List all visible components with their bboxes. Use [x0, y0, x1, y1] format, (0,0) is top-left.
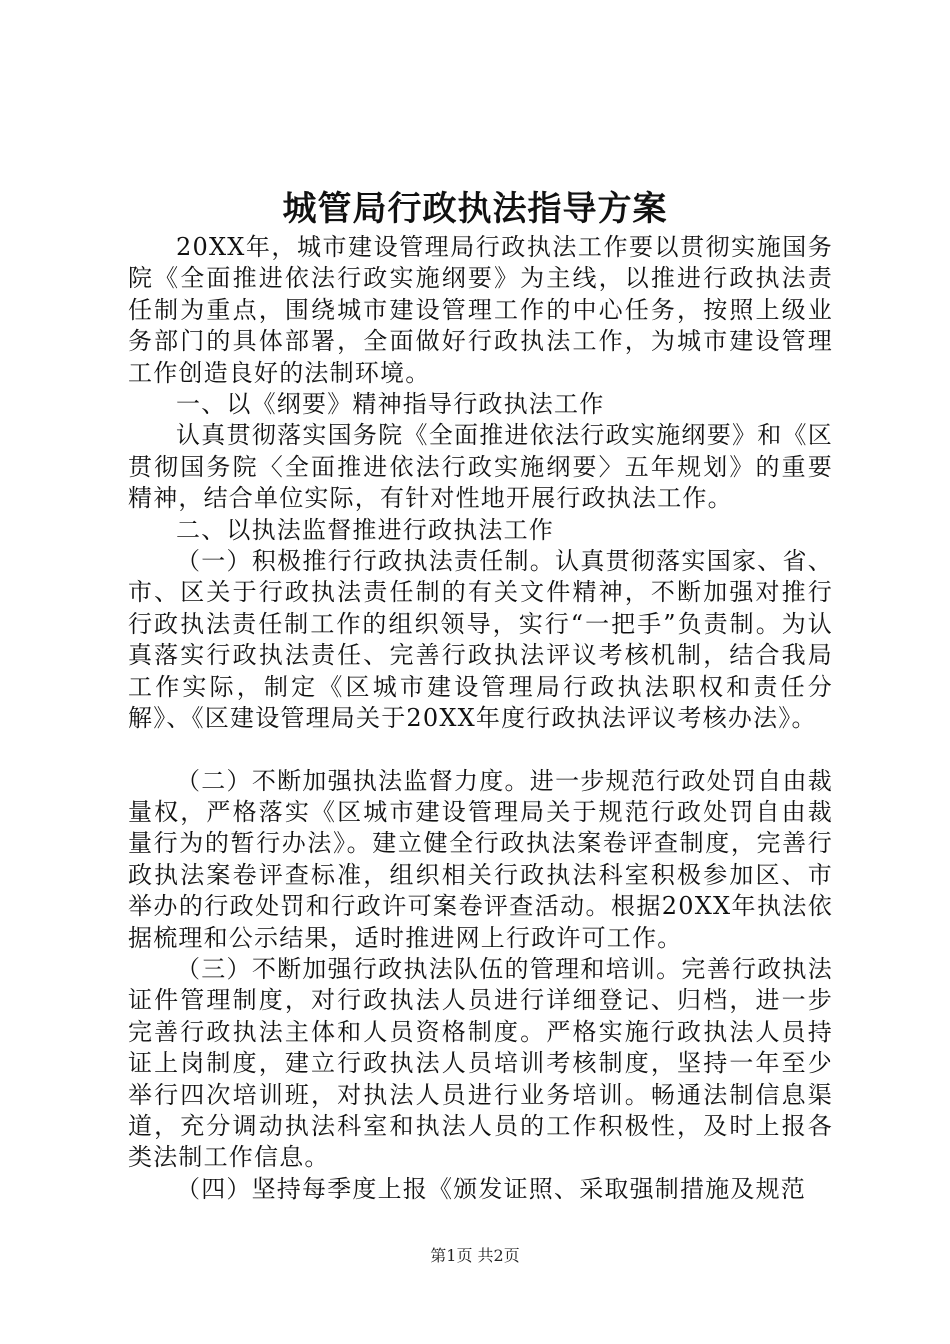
section-heading-2: 二、以执法监督推进行政执法工作 — [176, 515, 554, 544]
section-heading-1: 一、以《纲要》精神指导行政执法工作 — [176, 390, 605, 419]
paragraph-item-4: （四）坚持每季度上报《颁发证照、采取强制措施及规范 — [176, 1174, 806, 1203]
paragraph-section-1: 认真贯彻落实国务院《全面推进依法行政实施纲要》和《区贯彻国务院〈全面推进依法行政实施纲要〉五年规划》的重要精神，结合单位实际，有针对性地开展行政执法工作。 — [128, 421, 833, 513]
document-body — [128, 232, 833, 1205]
page-number-footer: 第1页 共2页 — [430, 1246, 520, 1265]
paragraph-item-3: （三）不断加强行政执法队伍的管理和培训。完善行政执法证件管理制度，对行政执法人员进行详细登记、归档，进一步完善行政执法主体和人员资格制度。严格实施行政执法人员持证上岗制度，建立行政执法人员培训考核制度，坚持一年至少举行四次培训班，对执法人员进行业务培训。畅通法制信息渠道，充分调动执法科室和执法人员的工作积极性，及时上报各类法制工作信息。 — [128, 954, 833, 1172]
paragraph-item-1: （一）积极推行行政执法责任制。认真贯彻落实国家、省、市、区关于行政执法责任制的有关文件精神，不断加强对推行行政执法责任制工作的组织领导，实行“一把手”负责制。为认真落实行政执法责任、完善行政执法评议考核机制，结合我局工作实际，制定《区城市建设管理局行政执法职权和责任分解》、《区建设管理局关于20XX年度行政执法评议考核办法》。 — [128, 547, 833, 733]
document-title: 城管局行政执法指导方案 — [282, 189, 668, 229]
paragraph-item-2: （二）不断加强执法监督力度。进一步规范行政处罚自由裁量权，严格落实《区城市建设管理局关于规范行政处罚自由裁量行为的暂行办法》。建立健全行政执法案卷评查制度，完善行政执法案卷评查标准，组织相关行政执法科室积极参加区、市举办的行政处罚和行政许可案卷评查活动。根据20XX年执法依据梳理和公示结果，适时推进网上行政许可工作。 — [128, 766, 833, 952]
paragraph-intro: 20XX年，城市建设管理局行政执法工作要以贯彻实施国务院《全面推进依法行政实施纲要》为主线，以推进行政执法责任制为重点，围绕城市建设管理工作的中心任务，按照上级业务部门的具体部署，全面做好行政执法工作，为城市建设管理工作创造良好的法制环境。 — [128, 233, 833, 387]
